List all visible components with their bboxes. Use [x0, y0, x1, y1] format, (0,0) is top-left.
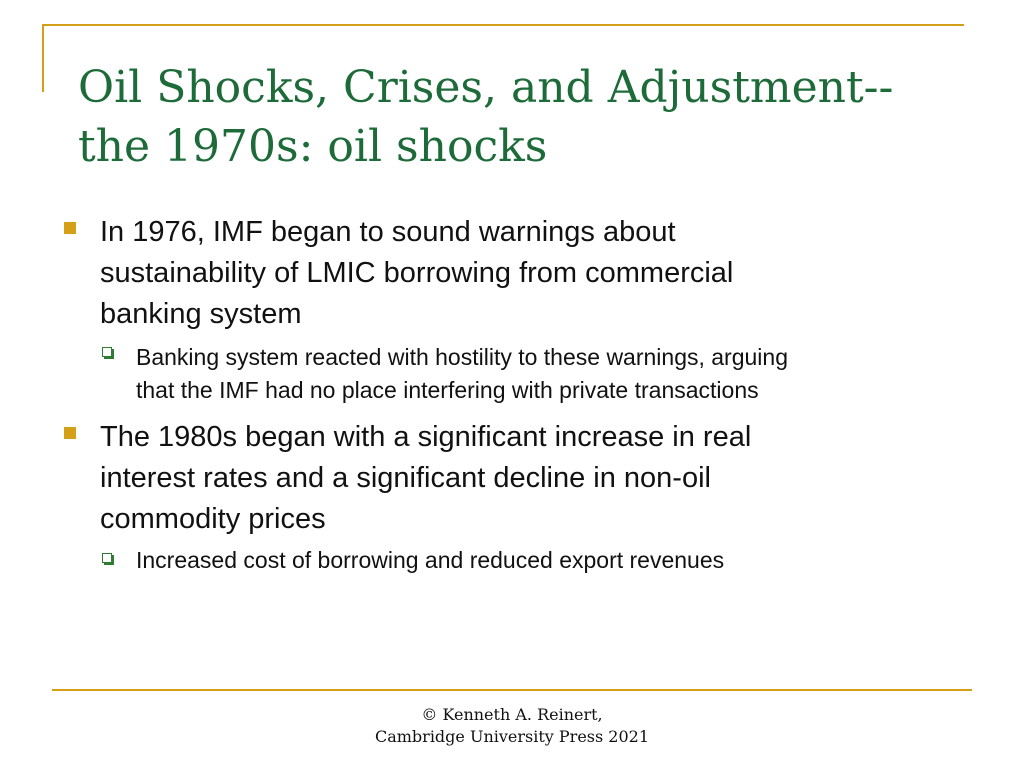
sub-bullet-text: [136, 341, 966, 407]
title-frame-left-rule: [42, 24, 44, 92]
sub-bullet-text: [136, 544, 966, 577]
sub-bullet-line: Banking system reacted with hostility to these warnings, arguing: [136, 344, 788, 370]
footer-line: Cambridge University Press 2021: [374, 727, 650, 746]
bullet-line: banking system: [100, 298, 302, 330]
bullet-line: In 1976, IMF began to sound warnings about: [100, 216, 676, 248]
footer-line: © Kenneth A. Reinert,: [421, 705, 603, 724]
title-frame-top-rule: [42, 24, 964, 26]
gold-square-bullet-icon: [64, 222, 76, 234]
bullet-text: [100, 212, 920, 335]
footer-rule: [52, 689, 972, 691]
bullet-line: sustainability of LMIC borrowing from commercial: [100, 257, 734, 289]
title-line: the 1970s: oil shocks: [78, 121, 548, 172]
bullet-line: commodity prices: [100, 503, 326, 535]
bullet-line: The 1980s began with a significant increase in real: [100, 421, 752, 453]
bullet-text: [100, 417, 920, 540]
sub-bullet-line: Increased cost of borrowing and reduced export revenues: [136, 547, 725, 573]
footer-copyright: [312, 704, 712, 748]
sub-bullet-line: that the IMF had no place interfering with private transactions: [136, 377, 759, 403]
hollow-square-bullet-icon: [102, 553, 112, 563]
gold-square-bullet-icon: [64, 427, 76, 439]
hollow-square-bullet-icon: [102, 347, 112, 357]
title-line: Oil Shocks, Crises, and Adjustment--: [78, 62, 894, 113]
bullet-line: interest rates and a significant decline in non-oil: [100, 462, 711, 494]
slide-title: [78, 58, 978, 176]
